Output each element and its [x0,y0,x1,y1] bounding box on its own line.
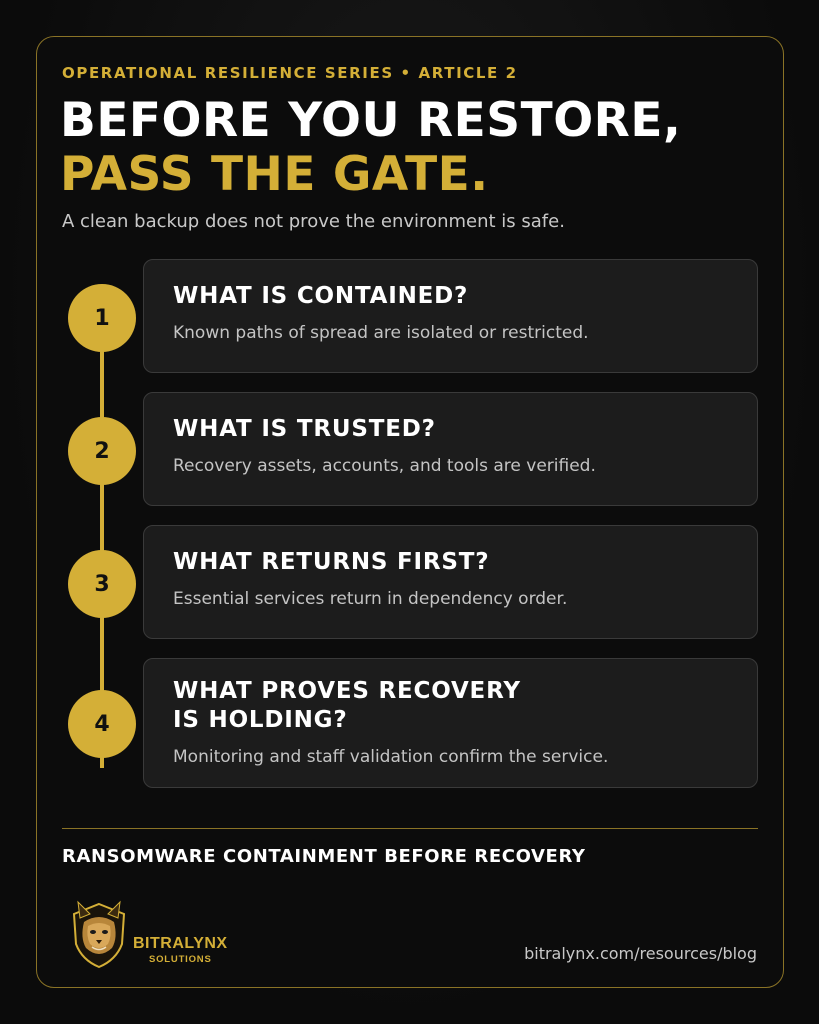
step-title: WHAT IS TRUSTED? [173,416,436,442]
step-card-2 [143,392,758,506]
step-description: Recovery assets, accounts, and tools are verified. [173,456,596,476]
step-description: Essential services return in dependency order. [173,589,568,609]
step-card-1 [143,259,758,373]
website-url: bitralynx.com/resources/blog [524,944,757,963]
step-card-4 [143,658,758,788]
step-number-4: 4 [68,690,136,758]
step-description: Monitoring and staff validation confirm the service. [173,747,609,767]
subtitle: A clean backup does not prove the environment is safe. [62,211,565,232]
page-title [60,94,681,202]
step-number-3: 3 [68,550,136,618]
series-label: OPERATIONAL RESILIENCE SERIES • ARTICLE 2 [62,64,518,82]
step-title-line-2: IS HOLDING? [173,707,348,733]
footer-tagline: RANSOMWARE CONTAINMENT BEFORE RECOVERY [62,846,586,867]
footer-divider [62,828,758,829]
step-description: Known paths of spread are isolated or restricted. [173,323,589,343]
title-line-1: BEFORE YOU RESTORE, [60,93,682,148]
step-title: WHAT IS CONTAINED? [173,283,469,309]
title-line-2: PASS THE GATE. [60,147,489,202]
step-title: WHAT RETURNS FIRST? [173,549,490,575]
brand-sub: SOLUTIONS [148,954,212,965]
brand-logo-text [133,935,228,965]
step-number-2: 2 [68,417,136,485]
step-number-1: 1 [68,284,136,352]
brand-name: BITRALYNX [133,935,228,952]
step-title-line-1: WHAT PROVES RECOVERY [173,678,521,704]
lynx-shield-icon [70,900,128,970]
step-card-3 [143,525,758,639]
